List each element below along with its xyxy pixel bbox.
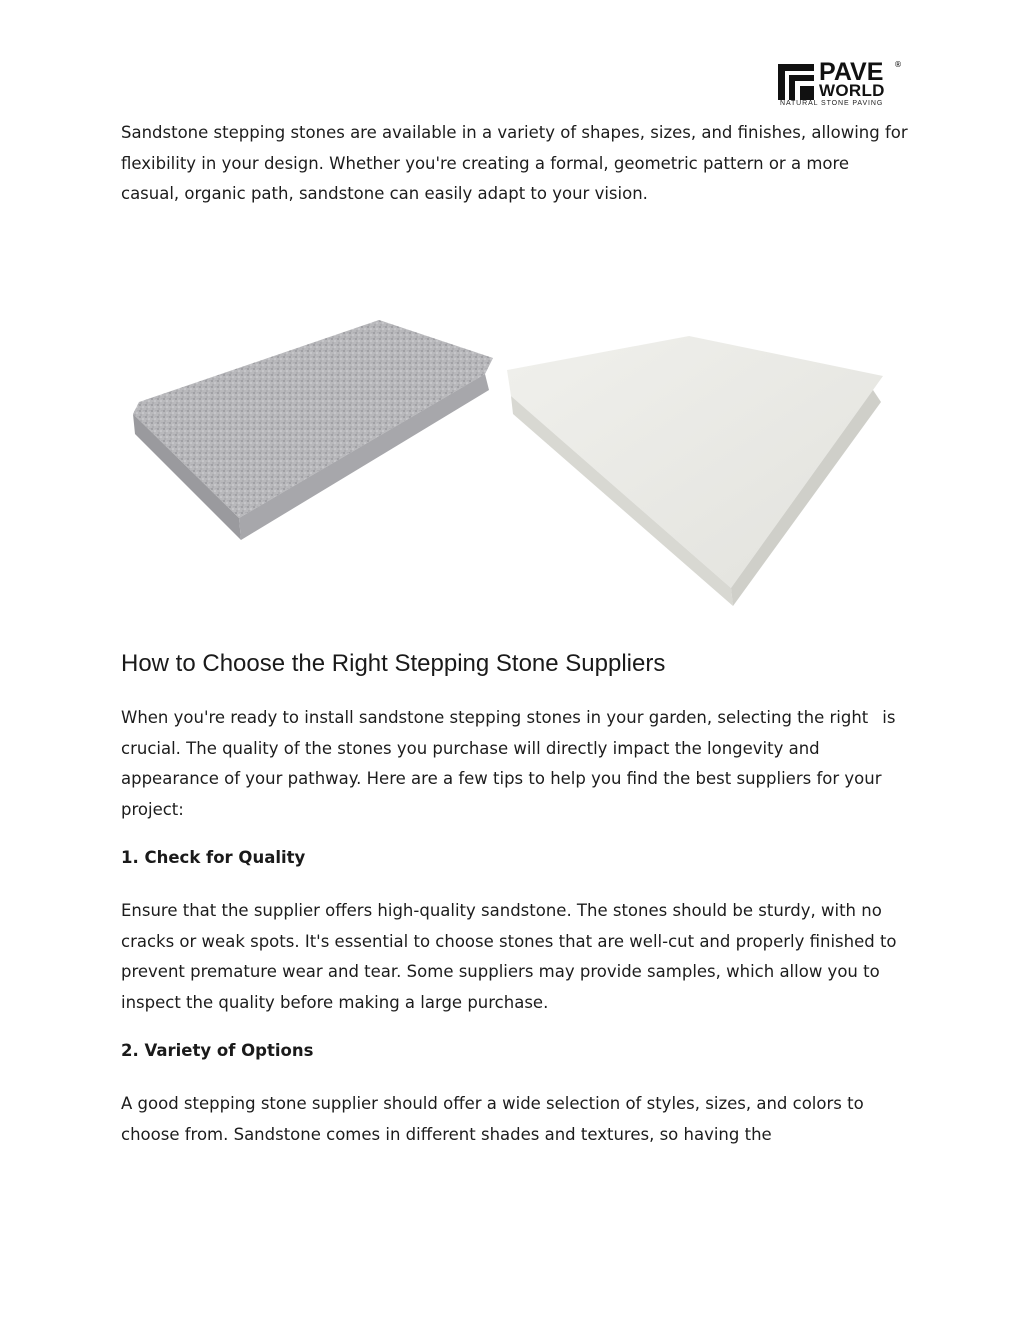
logo-registered-mark: ® <box>894 60 902 69</box>
grey-granite-slab-image <box>133 320 493 540</box>
intro-paragraph: Sandstone stepping stones are available in a variety of shapes, sizes, and finishes, allowing for flexibility in your design. Whether you're creating a formal, geometric pattern or a more casual, organic path, sandstone can easily adapt to your vision. <box>121 123 908 203</box>
logo-brand-line2: WORLD <box>819 81 885 100</box>
tip-variety-paragraph: A good stepping stone supplier should offer a wide selection of styles, sizes, and colors to choose from. Sandstone comes in different shades and textures, so having the <box>121 1094 864 1144</box>
suppliers-intro-section <box>121 703 911 825</box>
tip-heading-variety: 2. Variety of Options <box>121 1041 314 1060</box>
tip-quality-paragraph: Ensure that the supplier offers high-quality sandstone. The stones should be sturdy, with no cracks or weak spots. It's essential to choose stones that are well-cut and properly finished to prevent premature wear and tear. Some suppliers may provide samples, which allow you to inspect the quality before making a large purchase. <box>121 901 897 1012</box>
intro-section <box>121 118 911 210</box>
suppliers-intro-start: When you're ready to install sandstone stepping stones in your garden, selecting the right <box>121 708 869 727</box>
tip-variety-section <box>121 1089 911 1150</box>
section-heading: How to Choose the Right Stepping Stone Suppliers <box>121 650 666 677</box>
brand-logo <box>778 60 906 110</box>
tip-quality-section <box>121 896 911 1018</box>
white-sandstone-slab-image <box>507 336 883 606</box>
tip-heading-quality: 1. Check for Quality <box>121 848 306 867</box>
suppliers-intro-end: is crucial. The quality of the stones you purchase will directly impact the longevity and appearance of your pathway. Here are a few tips to help you find the best suppliers for your project: <box>121 708 896 819</box>
stone-slabs-photo <box>121 290 891 620</box>
logo-brand-line1: PAVE <box>819 58 884 86</box>
suppliers-intro-paragraph <box>121 703 911 825</box>
logo-tagline: NATURAL STONE PAVING <box>780 100 884 107</box>
pave-world-mark-icon <box>778 64 814 100</box>
